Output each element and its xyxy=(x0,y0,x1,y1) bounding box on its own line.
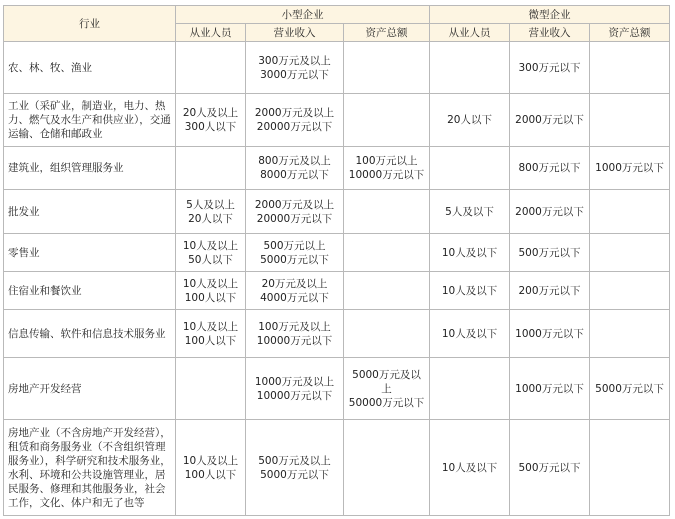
micro-assets-cell xyxy=(590,272,670,310)
micro-employees-cell: 10人及以下 xyxy=(430,272,510,310)
table-row xyxy=(4,310,670,358)
micro-assets-cell xyxy=(590,234,670,272)
row-industry: 建筑业，组织管理服务业 xyxy=(4,147,176,190)
row-industry: 农、林、牧、渔业 xyxy=(4,42,176,94)
table-row xyxy=(4,42,670,94)
row-industry: 批发业 xyxy=(4,190,176,234)
small-revenue-cell: 800万元及以上 8000万元以下 xyxy=(246,147,344,190)
small-assets-cell: 100万元以上 10000万元以下 xyxy=(344,147,430,190)
micro-assets-cell xyxy=(590,42,670,94)
row-industry: 住宿业和餐饮业 xyxy=(4,272,176,310)
header-micro-revenue: 营业收入 xyxy=(510,24,590,42)
small-assets-cell xyxy=(344,310,430,358)
micro-revenue-cell: 2000万元以下 xyxy=(510,190,590,234)
small-revenue-cell: 500万元及以上 5000万元以下 xyxy=(246,420,344,516)
small-assets-cell xyxy=(344,420,430,516)
table-row xyxy=(4,147,670,190)
micro-employees-cell: 10人及以下 xyxy=(430,234,510,272)
small-revenue-cell: 300万元及以上 3000万元以下 xyxy=(246,42,344,94)
micro-revenue-cell: 200万元以下 xyxy=(510,272,590,310)
micro-revenue-cell: 1000万元以下 xyxy=(510,310,590,358)
micro-employees-cell xyxy=(430,42,510,94)
micro-employees-cell: 10人及以下 xyxy=(430,420,510,516)
small-employees-cell: 10人及以上 100人以下 xyxy=(176,310,246,358)
table-row xyxy=(4,272,670,310)
small-assets-cell xyxy=(344,42,430,94)
micro-employees-cell: 10人及以下 xyxy=(430,310,510,358)
micro-revenue-cell: 2000万元以下 xyxy=(510,94,590,147)
small-assets-cell xyxy=(344,190,430,234)
header-small-employees: 从业人员 xyxy=(176,24,246,42)
small-assets-cell: 5000万元及以上 50000万元以下 xyxy=(344,358,430,420)
micro-revenue-cell: 500万元以下 xyxy=(510,420,590,516)
table-row xyxy=(4,234,670,272)
micro-employees-cell xyxy=(430,358,510,420)
micro-employees-cell xyxy=(430,147,510,190)
header-micro-assets: 资产总额 xyxy=(590,24,670,42)
small-revenue-cell: 2000万元及以上 20000万元以下 xyxy=(246,190,344,234)
row-industry: 零售业 xyxy=(4,234,176,272)
small-assets-cell xyxy=(344,234,430,272)
micro-assets-cell xyxy=(590,190,670,234)
small-revenue-cell: 500万元以上 5000万元以下 xyxy=(246,234,344,272)
header-industry: 行业 xyxy=(4,6,176,42)
table-row xyxy=(4,420,670,516)
micro-revenue-cell: 800万元以下 xyxy=(510,147,590,190)
header-small-revenue: 营业收入 xyxy=(246,24,344,42)
small-employees-cell: 10人及以上 50人以下 xyxy=(176,234,246,272)
micro-revenue-cell: 500万元以下 xyxy=(510,234,590,272)
micro-revenue-cell: 300万元以下 xyxy=(510,42,590,94)
enterprise-size-table xyxy=(3,5,670,516)
micro-assets-cell: 1000万元以下 xyxy=(590,147,670,190)
small-employees-cell xyxy=(176,358,246,420)
small-revenue-cell: 20万元及以上 4000万元以下 xyxy=(246,272,344,310)
small-employees-cell: 5人及以上 20人以下 xyxy=(176,190,246,234)
header-micro-employees: 从业人员 xyxy=(430,24,510,42)
small-assets-cell xyxy=(344,94,430,147)
small-employees-cell: 10人及以上 100人以下 xyxy=(176,272,246,310)
micro-assets-cell xyxy=(590,94,670,147)
small-revenue-cell: 2000万元及以上 20000万元以下 xyxy=(246,94,344,147)
row-industry: 工业（采矿业，制造业，电力、热力、燃气及水生产和供应业），交通运输、仓储和邮政业 xyxy=(4,94,176,147)
micro-employees-cell: 5人及以下 xyxy=(430,190,510,234)
micro-revenue-cell: 1000万元以下 xyxy=(510,358,590,420)
row-industry: 房地产开发经营 xyxy=(4,358,176,420)
small-assets-cell xyxy=(344,272,430,310)
row-industry: 房地产业（不含房地产开发经营），租赁和商务服务业（不含组织管理服务业），科学研究和技术服务业，水利、环境和公共设施管理业，居民服务、修理和其他服务业，社会工作，文化、体户和无了也等 xyxy=(4,420,176,516)
small-employees-cell xyxy=(176,147,246,190)
table-row xyxy=(4,358,670,420)
row-industry: 信息传输、软件和信息技术服务业 xyxy=(4,310,176,358)
micro-employees-cell: 20人以下 xyxy=(430,94,510,147)
micro-assets-cell xyxy=(590,310,670,358)
small-employees-cell: 20人及以上 300人以下 xyxy=(176,94,246,147)
micro-assets-cell xyxy=(590,420,670,516)
micro-assets-cell: 5000万元以下 xyxy=(590,358,670,420)
small-revenue-cell: 100万元及以上 10000万元以下 xyxy=(246,310,344,358)
small-employees-cell xyxy=(176,42,246,94)
table-row xyxy=(4,190,670,234)
header-small-assets: 资产总额 xyxy=(344,24,430,42)
header-small-enterprise: 小型企业 xyxy=(176,6,430,24)
header-micro-enterprise: 微型企业 xyxy=(430,6,670,24)
small-revenue-cell: 1000万元及以上 10000万元以下 xyxy=(246,358,344,420)
small-employees-cell: 10人及以上 100人以下 xyxy=(176,420,246,516)
table-row xyxy=(4,94,670,147)
